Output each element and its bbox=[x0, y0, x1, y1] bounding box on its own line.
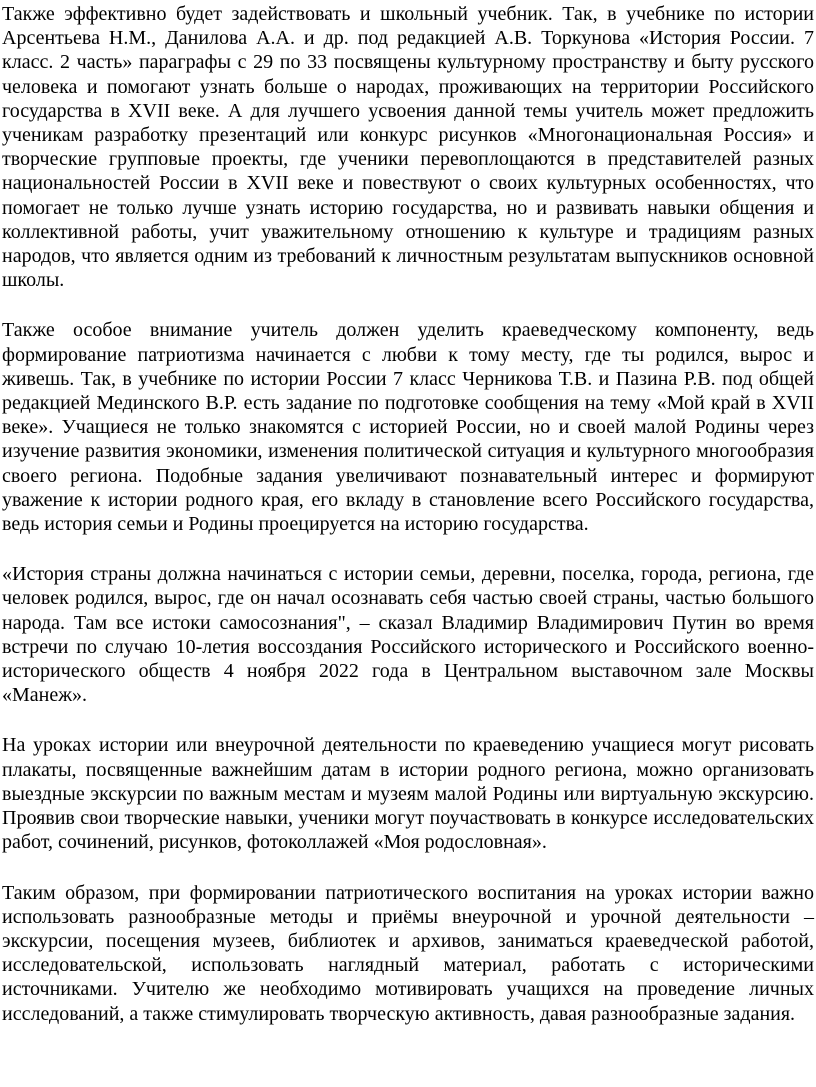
paragraph-putin-quote: «История страны должна начинаться с истории семьи, деревни, поселка, города, региона, где человек родился, вырос, где он начал осознавать себя частью своей страны, частью большого народа. Там все истоки самосознания", – сказал Владимир Владимирович Путин во время встречи по случаю 10-летия воссоздания Российского исторического и Российского военно-исторического обществ 4 ноября 2022 года в Центральном выставочном зале Москвы «Манеж». bbox=[2, 563, 814, 707]
paragraph-lesson-activities: На уроках истории или внеурочной деятельности по краеведению учащиеся могут рисовать плакаты, посвященные важнейшим датам в истории родного региона, можно организовать выездные экскурсии по важным местам и музеям малой Родины или виртуальную экскурсию. Проявив свои творческие навыки, ученики могут поучаствовать в конкурсе исследовательских работ, сочинений, рисунков, фотоколлажей «Моя родословная». bbox=[2, 734, 814, 854]
paragraph-conclusion: Таким образом, при формировании патриотического воспитания на уроках истории важно использовать разнообразные методы и приёмы внеурочной и урочной деятельности – экскурсии, посещения музеев, библиотек и архивов, заниматься краеведческой работой, исследовательской, использовать наглядный материал, работать с историческими источниками. Учителю же необходимо мотивировать учащихся на проведение личных исследований, а также стимулировать творческую активность, давая разнообразные задания. bbox=[2, 881, 814, 1025]
paragraph-textbook-usage: Также эффективно будет задействовать и школьный учебник. Так, в учебнике по истории Арсентьева Н.М., Данилова А.А. и др. под редакцией А.В. Торкунова «История России. 7 класс. 2 часть» параграфы с 29 по 33 посвящены культурному пространству и быту русского человека и помогают узнать больше о народах, проживающих на территории Российского государства в XVII веке. А для лучшего усвоения данной темы учитель может предложить ученикам разработку презентаций или конкурс рисунков «Многонациональная Россия» и творческие групповые проекты, где ученики перевоплощаются в представителей разных национальностей России в XVII веке и повествуют о своих культурных особенностях, что помогает не только лучше узнать историю государства, но и развивать навыки общения и коллективной работы, учит уважительному отношению к культуре и традициям разных народов, что является одним из требований к личностным результатам выпускников основной школы. bbox=[2, 3, 814, 292]
paragraph-local-history: Также особое внимание учитель должен уделить краеведческому компоненту, ведь формирование патриотизма начинается с любви к тому месту, где ты родился, вырос и живешь. Так, в учебнике по истории России 7 класс Черникова Т.В. и Пазина Р.В. под общей редакцией Мединского В.Р. есть задание по подготовке сообщения на тему «Мой край в XVII веке». Учащиеся не только знакомятся с историей России, но и своей малой Родины через изучение развития экономики, изменения политической ситуация и культурного многообразия своего региона. Подобные задания увеличивают познавательный интерес и формируют уважение к истории родного края, его вкладу в становление всего Российского государства, ведь история семьи и Родины проецируется на историю государства. bbox=[2, 319, 814, 536]
